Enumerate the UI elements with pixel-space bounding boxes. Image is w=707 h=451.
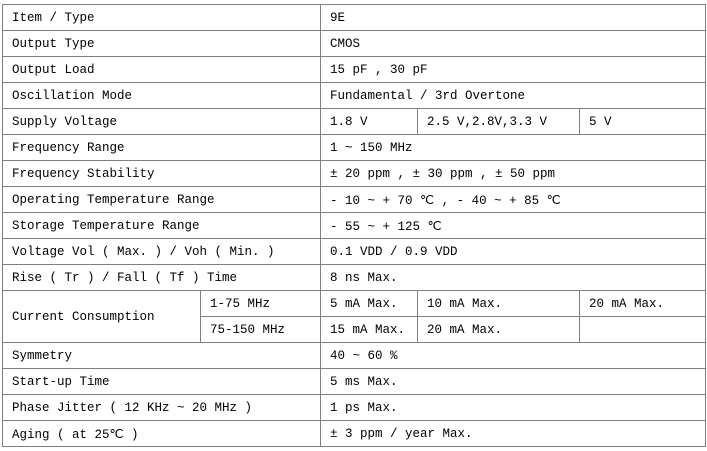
spec-sublabel-current-high-range: 75-150 MHz bbox=[201, 317, 321, 343]
spec-label-rise-fall-time: Rise ( Tr ) / Fall ( Tf ) Time bbox=[3, 265, 321, 291]
table-row-voltage-vol-voh bbox=[3, 239, 706, 265]
table-row-aging bbox=[3, 421, 706, 447]
table-row-rise-fall-time bbox=[3, 265, 706, 291]
spec-value-startup-time: 5 ms Max. bbox=[321, 369, 706, 395]
table-row-frequency-stability bbox=[3, 161, 706, 187]
spec-sublabel-current-low-range: 1-75 MHz bbox=[201, 291, 321, 317]
spec-value-current-low-2: 10 mA Max. bbox=[418, 291, 580, 317]
table-row-output-load bbox=[3, 57, 706, 83]
spec-label-storage-temperature-range: Storage Temperature Range bbox=[3, 213, 321, 239]
spec-value-current-low-1: 5 mA Max. bbox=[321, 291, 418, 317]
table-row-supply-voltage bbox=[3, 109, 706, 135]
spec-label-phase-jitter: Phase Jitter ( 12 KHz ~ 20 MHz ) bbox=[3, 395, 321, 421]
spec-label-operating-temperature-range: Operating Temperature Range bbox=[3, 187, 321, 213]
table-row-frequency-range bbox=[3, 135, 706, 161]
spec-label-startup-time: Start-up Time bbox=[3, 369, 321, 395]
spec-value-current-high-3 bbox=[580, 317, 706, 343]
spec-label-frequency-range: Frequency Range bbox=[3, 135, 321, 161]
spec-value-oscillation-mode: Fundamental / 3rd Overtone bbox=[321, 83, 706, 109]
spec-label-item-type: Item / Type bbox=[3, 5, 321, 31]
spec-value-phase-jitter: 1 ps Max. bbox=[321, 395, 706, 421]
spec-label-oscillation-mode: Oscillation Mode bbox=[3, 83, 321, 109]
table-row-storage-temperature-range bbox=[3, 213, 706, 239]
spec-value-supply-voltage-1: 1.8 V bbox=[321, 109, 418, 135]
spec-label-current-consumption: Current Consumption bbox=[3, 291, 201, 343]
table-row-item-type bbox=[3, 5, 706, 31]
spec-value-frequency-stability: ± 20 ppm , ± 30 ppm , ± 50 ppm bbox=[321, 161, 706, 187]
spec-value-item-type: 9E bbox=[321, 5, 706, 31]
spec-value-rise-fall-time: 8 ns Max. bbox=[321, 265, 706, 291]
table-row-phase-jitter bbox=[3, 395, 706, 421]
spec-value-operating-temperature-range: - 10 ~ + 70 ℃ , - 40 ~ + 85 ℃ bbox=[321, 187, 706, 213]
spec-label-output-type: Output Type bbox=[3, 31, 321, 57]
spec-value-supply-voltage-2: 2.5 V,2.8V,3.3 V bbox=[418, 109, 580, 135]
spec-value-symmetry: 40 ~ 60 % bbox=[321, 343, 706, 369]
table-row-output-type bbox=[3, 31, 706, 57]
spec-label-symmetry: Symmetry bbox=[3, 343, 321, 369]
spec-value-output-type: CMOS bbox=[321, 31, 706, 57]
spec-value-frequency-range: 1 ~ 150 MHz bbox=[321, 135, 706, 161]
spec-value-storage-temperature-range: - 55 ~ + 125 ℃ bbox=[321, 213, 706, 239]
spec-label-output-load: Output Load bbox=[3, 57, 321, 83]
table-row-current-consumption-low bbox=[3, 291, 706, 317]
spec-value-current-low-3: 20 mA Max. bbox=[580, 291, 706, 317]
oscillator-spec-table bbox=[2, 4, 706, 447]
table-row-startup-time bbox=[3, 369, 706, 395]
spec-value-aging: ± 3 ppm / year Max. bbox=[321, 421, 706, 447]
spec-label-aging: Aging ( at 25℃ ) bbox=[3, 421, 321, 447]
spec-value-current-high-2: 20 mA Max. bbox=[418, 317, 580, 343]
table-row-oscillation-mode bbox=[3, 83, 706, 109]
spec-label-voltage-vol-voh: Voltage Vol ( Max. ) / Voh ( Min. ) bbox=[3, 239, 321, 265]
spec-value-supply-voltage-3: 5 V bbox=[580, 109, 706, 135]
spec-value-current-high-1: 15 mA Max. bbox=[321, 317, 418, 343]
spec-value-output-load: 15 pF , 30 pF bbox=[321, 57, 706, 83]
spec-label-frequency-stability: Frequency Stability bbox=[3, 161, 321, 187]
table-row-operating-temperature-range bbox=[3, 187, 706, 213]
spec-label-supply-voltage: Supply Voltage bbox=[3, 109, 321, 135]
table-row-symmetry bbox=[3, 343, 706, 369]
spec-value-voltage-vol-voh: 0.1 VDD / 0.9 VDD bbox=[321, 239, 706, 265]
